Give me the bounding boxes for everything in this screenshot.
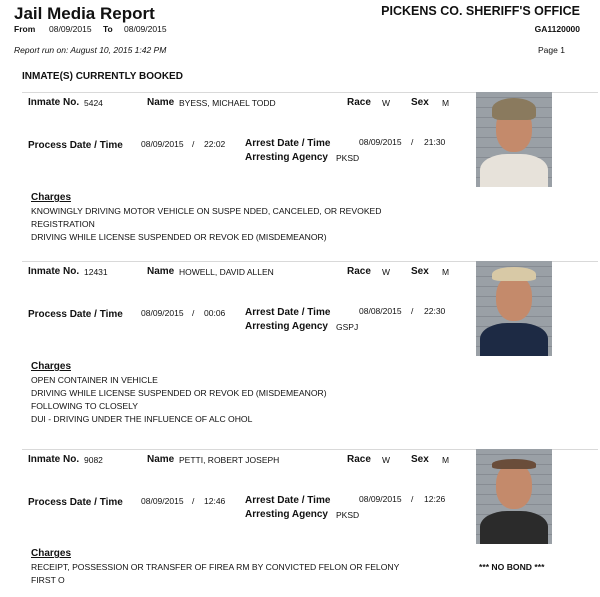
process-label: Process Date / Time bbox=[28, 309, 123, 320]
process-time: 12:46 bbox=[204, 496, 226, 506]
process-date: 08/09/2015 bbox=[141, 139, 184, 149]
inmate-no-label: Inmate No. bbox=[28, 266, 80, 277]
race-value: W bbox=[382, 455, 391, 465]
to-label: To bbox=[103, 24, 113, 34]
charges-heading: Charges bbox=[31, 548, 72, 559]
charge-line: OPEN CONTAINER IN VEHICLE bbox=[31, 375, 158, 385]
office-name: PICKENS CO. SHERIFF'S OFFICE bbox=[381, 4, 580, 18]
process-label: Process Date / Time bbox=[28, 140, 123, 151]
sex-value: M bbox=[442, 455, 450, 465]
process-time: 22:02 bbox=[204, 139, 226, 149]
arrest-time: 12:26 bbox=[424, 494, 446, 504]
inmate-record bbox=[0, 92, 600, 272]
process-label: Process Date / Time bbox=[28, 497, 123, 508]
inmate-name: HOWELL, DAVID ALLEN bbox=[179, 267, 274, 277]
sex-value: M bbox=[442, 98, 450, 108]
inmate-no-label: Inmate No. bbox=[28, 454, 80, 465]
process-date: 08/09/2015 bbox=[141, 308, 184, 318]
agency-code: GA1120000 bbox=[534, 24, 580, 34]
mugshot-photo bbox=[476, 261, 552, 356]
race-label: Race bbox=[347, 266, 371, 277]
charge-line: DUI - DRIVING UNDER THE INFLUENCE OF ALC OHOL bbox=[31, 414, 253, 424]
charge-line: RECEIPT, POSSESSION OR TRANSFER OF FIREA RM BY CONVICTED FELON OR FELONY bbox=[31, 562, 400, 572]
from-label: From bbox=[14, 24, 36, 34]
sex-value: M bbox=[442, 267, 450, 277]
arrest-date: 08/09/2015 bbox=[359, 494, 402, 504]
name-label: Name bbox=[147, 97, 175, 108]
race-label: Race bbox=[347, 454, 371, 465]
charge-line: DRIVING WHILE LICENSE SUSPENDED OR REVOK ED (MISDEMEANOR) bbox=[31, 232, 327, 242]
agency-value: PKSD bbox=[336, 153, 360, 163]
arrest-label: Arrest Date / Time bbox=[245, 138, 331, 149]
charge-line: REGISTRATION bbox=[31, 219, 95, 229]
arrest-slash: / bbox=[411, 494, 414, 504]
report-title: Jail Media Report bbox=[14, 4, 155, 23]
page-number: Page 1 bbox=[538, 45, 565, 55]
section-title: INMATE(S) CURRENTLY BOOKED bbox=[22, 71, 183, 82]
agency-value: GSPJ bbox=[336, 322, 359, 332]
sex-label: Sex bbox=[411, 266, 429, 277]
inmate-no: 5424 bbox=[84, 98, 103, 108]
inmate-name: PETTI, ROBERT JOSEPH bbox=[179, 455, 280, 465]
mugshot-photo bbox=[476, 449, 552, 544]
arrest-label: Arrest Date / Time bbox=[245, 495, 331, 506]
inmate-no: 12431 bbox=[84, 267, 108, 277]
race-label: Race bbox=[347, 97, 371, 108]
arrest-date: 08/09/2015 bbox=[359, 137, 402, 147]
charges-heading: Charges bbox=[31, 361, 72, 372]
inmate-record bbox=[0, 261, 600, 441]
agency-label: Arresting Agency bbox=[245, 321, 328, 332]
process-slash: / bbox=[192, 308, 195, 318]
process-time: 00:06 bbox=[204, 308, 226, 318]
process-date: 08/09/2015 bbox=[141, 496, 184, 506]
to-date: 08/09/2015 bbox=[124, 24, 167, 34]
arrest-label: Arrest Date / Time bbox=[245, 307, 331, 318]
race-value: W bbox=[382, 267, 391, 277]
inmate-no-label: Inmate No. bbox=[28, 97, 80, 108]
arrest-time: 22:30 bbox=[424, 306, 446, 316]
sex-label: Sex bbox=[411, 454, 429, 465]
arrest-slash: / bbox=[411, 306, 414, 316]
charge-line: KNOWINGLY DRIVING MOTOR VEHICLE ON SUSPE NDED, CANCELED, OR REVOKED bbox=[31, 206, 382, 216]
charge-line: FOLLOWING TO CLOSELY bbox=[31, 401, 138, 411]
arrest-time: 21:30 bbox=[424, 137, 446, 147]
sex-label: Sex bbox=[411, 97, 429, 108]
charge-line: FIRST O bbox=[31, 575, 65, 585]
race-value: W bbox=[382, 98, 391, 108]
agency-label: Arresting Agency bbox=[245, 509, 328, 520]
arrest-date: 08/08/2015 bbox=[359, 306, 402, 316]
agency-label: Arresting Agency bbox=[245, 152, 328, 163]
inmate-record bbox=[0, 449, 600, 597]
name-label: Name bbox=[147, 266, 175, 277]
from-date: 08/09/2015 bbox=[49, 24, 92, 34]
agency-value: PKSD bbox=[336, 510, 360, 520]
inmate-name: BYESS, MICHAEL TODD bbox=[179, 98, 276, 108]
report-run-on: Report run on: August 10, 2015 1:42 PM bbox=[14, 45, 167, 55]
charges-heading: Charges bbox=[31, 192, 72, 203]
name-label: Name bbox=[147, 454, 175, 465]
mugshot-photo bbox=[476, 92, 552, 187]
inmate-no: 9082 bbox=[84, 455, 103, 465]
process-slash: / bbox=[192, 496, 195, 506]
bond-note: *** NO BOND *** bbox=[479, 562, 545, 572]
charge-line: DRIVING WHILE LICENSE SUSPENDED OR REVOK ED (MISDEMEANOR) bbox=[31, 388, 327, 398]
process-slash: / bbox=[192, 139, 195, 149]
arrest-slash: / bbox=[411, 137, 414, 147]
